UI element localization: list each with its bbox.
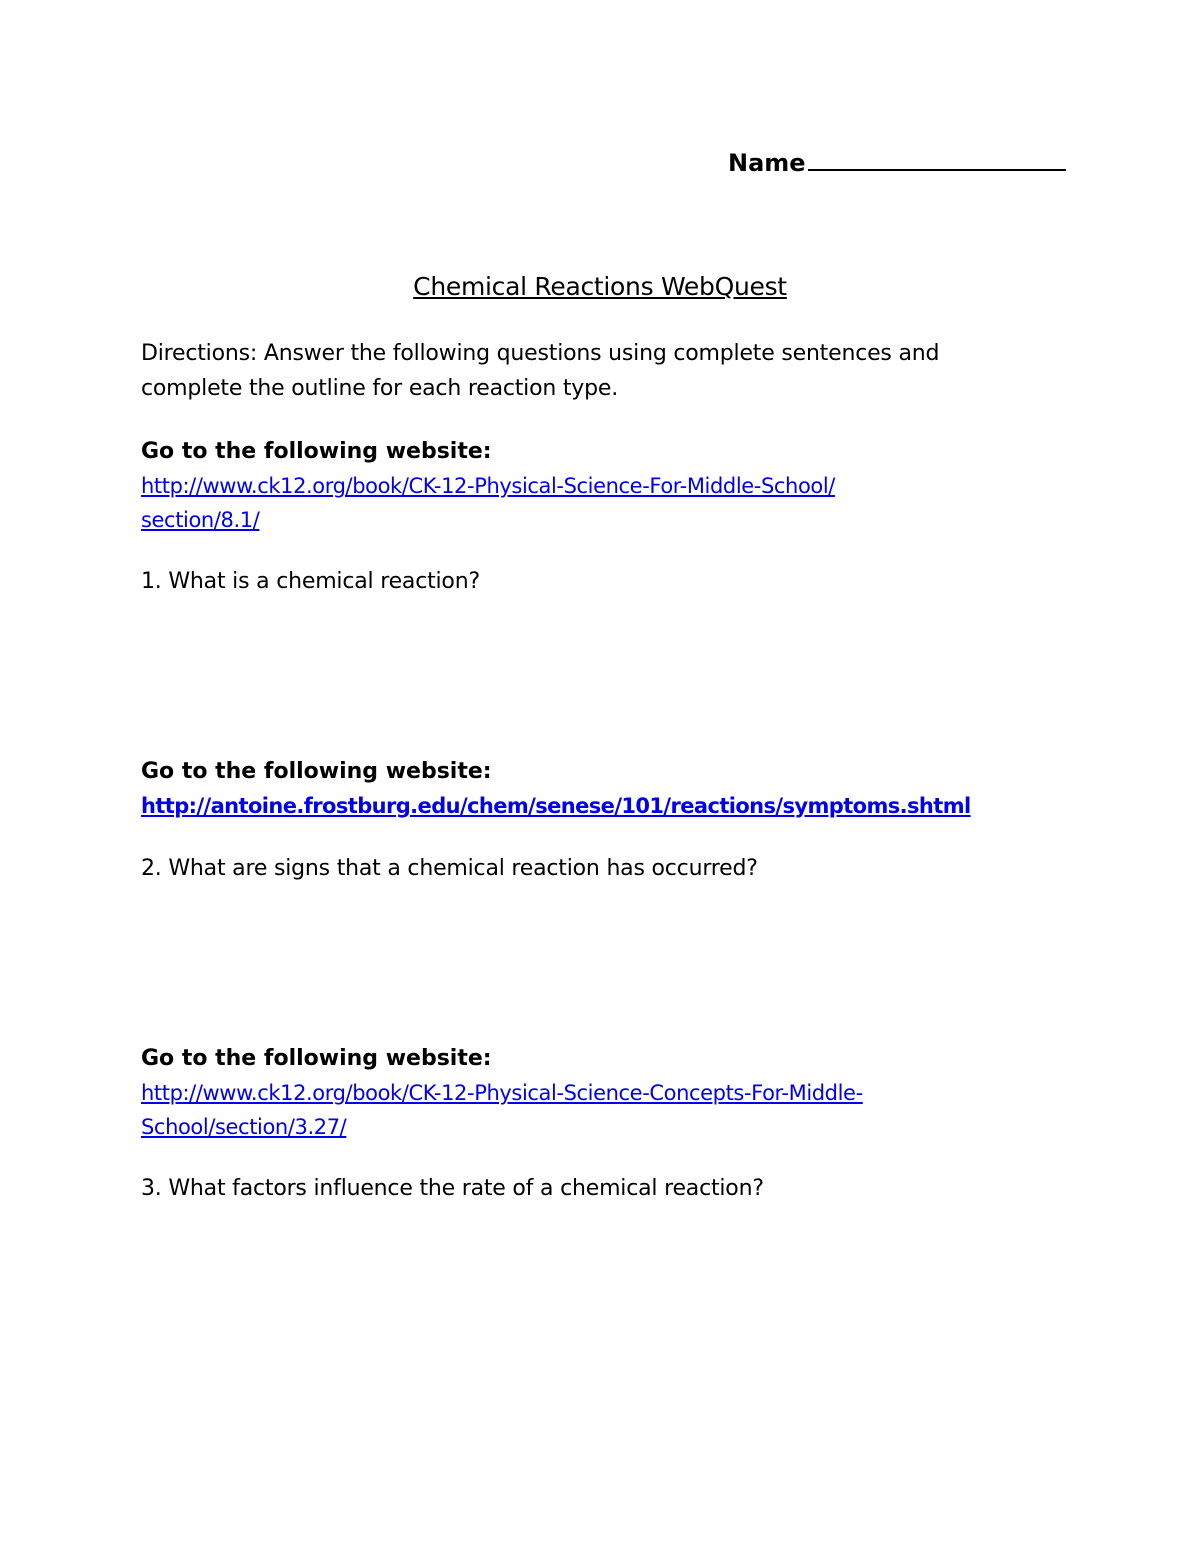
- name-label: Name: [728, 149, 806, 177]
- section-1-link-line-2[interactable]: section/8.1/: [141, 508, 260, 532]
- question-1: 1. What is a chemical reaction?: [141, 569, 480, 594]
- name-field: [728, 143, 1066, 177]
- directions-line-1: Directions: Answer the following questions using complete sentences and: [141, 341, 940, 366]
- section-3-link-line-2[interactable]: School/section/3.27/: [141, 1115, 347, 1139]
- section-3-link[interactable]: [141, 1076, 1061, 1144]
- directions: [141, 336, 1061, 406]
- section-2-link[interactable]: http://antoine.frostburg.edu/chem/senese/101/reactions/symptoms.shtml: [141, 794, 971, 818]
- section-3-heading: Go to the following website:: [141, 1046, 492, 1071]
- section-1-heading: Go to the following website:: [141, 439, 492, 464]
- question-2: 2. What are signs that a chemical reaction has occurred?: [141, 856, 758, 881]
- section-2-heading: Go to the following website:: [141, 759, 492, 784]
- name-blank-line: [808, 143, 1066, 171]
- section-3: [141, 1041, 1061, 1144]
- section-3-link-line-1[interactable]: http://www.ck12.org/book/CK-12-Physical-Science-Concepts-For-Middle-: [141, 1081, 863, 1105]
- section-1-link-line-1[interactable]: http://www.ck12.org/book/CK-12-Physical-Science-For-Middle-School/: [141, 474, 835, 498]
- directions-line-2: complete the outline for each reaction type.: [141, 376, 619, 401]
- question-3: 3. What factors influence the rate of a chemical reaction?: [141, 1176, 764, 1201]
- section-2: [141, 754, 1061, 823]
- section-1-link[interactable]: [141, 469, 1061, 537]
- section-1: [141, 434, 1061, 537]
- page-title: Chemical Reactions WebQuest: [413, 272, 787, 301]
